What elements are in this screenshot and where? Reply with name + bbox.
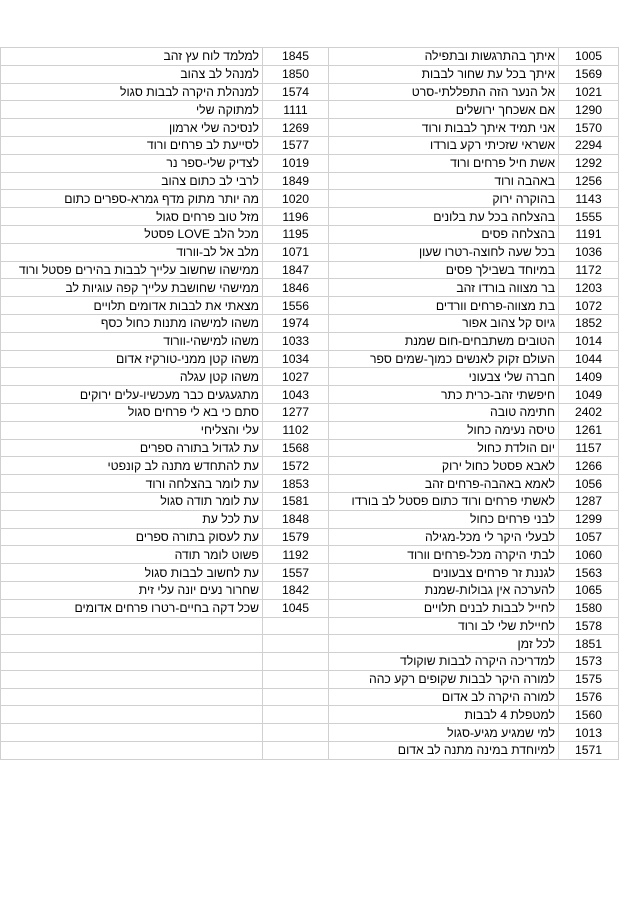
cell-name-right[interactable]: למורה היקר לבבות שקופים רקע כהה [329,670,559,688]
table-row [1,48,619,66]
table-row [1,368,619,386]
cell-name-right[interactable]: לחיילת שלי לב ורוד [329,617,559,635]
cell-code-right[interactable]: 1576 [559,688,619,706]
cell-name-right[interactable]: אשת חיל פרחים ורוד [329,154,559,172]
cell-code-left[interactable]: 1020 [263,190,329,208]
cell-code-left[interactable]: 1111 [263,101,329,119]
table-row [1,599,619,617]
cell-name-right[interactable]: למטפלת 4 לבבות [329,706,559,724]
cell-name-right[interactable]: למדריכה היקרה לבבות שוקולד [329,653,559,671]
cell-code-right[interactable]: 1143 [559,190,619,208]
table-row [1,670,619,688]
cell-name-left[interactable] [1,617,263,635]
cell-code-right[interactable]: 1203 [559,279,619,297]
cell-code-left[interactable]: 1849 [263,172,329,190]
table-row [1,617,619,635]
table-row [1,65,619,83]
table-row [1,332,619,350]
cell-code-right[interactable]: 1852 [559,314,619,332]
cell-code-left[interactable]: 1847 [263,261,329,279]
cell-name-left[interactable]: מצאתי את לבבות אדומים תלויים [1,297,263,315]
cell-name-left[interactable]: לנסיכה שלי ארמון [1,119,263,137]
cell-code-left[interactable] [263,742,329,760]
table-row [1,136,619,154]
cell-code-left[interactable]: 1579 [263,528,329,546]
cell-name-right[interactable]: לבתי היקרה מכל-פרחים וורוד [329,546,559,564]
cell-name-left[interactable] [1,706,263,724]
table-row [1,457,619,475]
cell-name-right[interactable]: בר מצווה בורדו זהב [329,279,559,297]
cell-name-left[interactable]: עת לגדול בתורה ספרים [1,439,263,457]
cell-name-right[interactable]: יום הולדת כחול [329,439,559,457]
cell-code-right[interactable]: 1299 [559,510,619,528]
table-row [1,724,619,742]
cell-name-left[interactable] [1,724,263,742]
cell-name-right[interactable]: גיוס קל צהוב אפור [329,314,559,332]
cell-code-right[interactable]: 1575 [559,670,619,688]
cell-code-left[interactable]: 1846 [263,279,329,297]
table-row [1,635,619,653]
cell-code-left[interactable]: 1027 [263,368,329,386]
cell-name-left[interactable]: מתגעגעים כבר מעכשיו-עלים ירוקים [1,386,263,404]
cell-name-right[interactable]: למיוחדת במינה מתנה לב אדום [329,742,559,760]
cell-code-left[interactable]: 1557 [263,564,329,582]
table-row [1,546,619,564]
cell-name-left[interactable]: משהו קטן עגלה [1,368,263,386]
cell-code-right[interactable]: 1571 [559,742,619,760]
cell-code-right[interactable]: 1157 [559,439,619,457]
cell-name-left[interactable]: למנהלת היקרה לבבות סגול [1,83,263,101]
table-row [1,688,619,706]
cell-code-right[interactable]: 1560 [559,706,619,724]
cell-name-right[interactable]: לבני פרחים כחול [329,510,559,528]
cell-code-right[interactable]: 1563 [559,564,619,582]
cell-code-left[interactable]: 1071 [263,243,329,261]
table-row [1,439,619,457]
cell-code-right[interactable]: 1287 [559,492,619,510]
cell-name-right[interactable]: למי שמגיע מגיע-סגול [329,724,559,742]
cell-code-right[interactable]: 1261 [559,421,619,439]
table-row [1,297,619,315]
cell-code-left[interactable]: 1102 [263,421,329,439]
cell-code-left[interactable]: 1574 [263,83,329,101]
cell-name-right[interactable]: איתך בהתרגשות ובתפילה [329,48,559,66]
cell-code-left[interactable]: 1842 [263,581,329,599]
cell-name-right[interactable]: אל הנער הזה התפללתי-סרט [329,83,559,101]
cell-name-right[interactable]: חיפשתי זהב-כרית כתר [329,386,559,404]
cell-name-left[interactable] [1,653,263,671]
table-row [1,742,619,760]
cell-code-left[interactable]: 1974 [263,314,329,332]
cell-code-right[interactable]: 1049 [559,386,619,404]
table-row [1,154,619,172]
cell-code-right[interactable]: 1021 [559,83,619,101]
table-row [1,581,619,599]
table-row [1,350,619,368]
cell-name-right[interactable]: אם אשכחך ירושלים [329,101,559,119]
cell-code-left[interactable] [263,688,329,706]
cell-code-left[interactable]: 1195 [263,225,329,243]
table-row [1,279,619,297]
cell-name-right[interactable]: בהצלחה בכל עת בלונים [329,208,559,226]
cell-name-right[interactable]: לחייל לבבות לבנים תלויים [329,599,559,617]
cell-code-right[interactable]: 1013 [559,724,619,742]
cell-name-right[interactable]: לבעלי היקר לי מכל-מגילה [329,528,559,546]
cell-code-right[interactable]: 1851 [559,635,619,653]
cell-code-right[interactable]: 1569 [559,65,619,83]
cell-name-left[interactable]: למתוקה שלי [1,101,263,119]
cell-name-left[interactable]: מזל טוב פרחים סגול [1,208,263,226]
cell-code-right[interactable]: 1580 [559,599,619,617]
cell-code-left[interactable]: 1556 [263,297,329,315]
cell-name-right[interactable]: בהוקרה ירוק [329,190,559,208]
product-table [0,47,619,760]
cell-name-left[interactable]: משהו למישהי-וורוד [1,332,263,350]
cell-code-right[interactable]: 2402 [559,403,619,421]
cell-name-left[interactable] [1,742,263,760]
cell-name-left[interactable]: משהו קטן ממני-טורקיז אדום [1,350,263,368]
cell-code-left[interactable]: 1019 [263,154,329,172]
table-row [1,421,619,439]
cell-code-left[interactable]: 1850 [263,65,329,83]
cell-code-left[interactable]: 1269 [263,119,329,137]
cell-name-left[interactable] [1,670,263,688]
cell-code-left[interactable]: 1196 [263,208,329,226]
cell-name-right[interactable]: אני תמיד איתך לבבות ורוד [329,119,559,137]
cell-name-left[interactable]: עת לעסוק בתורה ספרים [1,528,263,546]
cell-code-right[interactable]: 1172 [559,261,619,279]
cell-code-left[interactable] [263,724,329,742]
cell-name-right[interactable]: אשראי שזכיתי רקע בורדו [329,136,559,154]
cell-code-left[interactable]: 1192 [263,546,329,564]
cell-name-left[interactable]: מכל הלב LOVE פסטל [1,225,263,243]
cell-code-right[interactable]: 1555 [559,208,619,226]
table-row [1,225,619,243]
cell-name-left[interactable]: שחרור נעים יונה עלי זית [1,581,263,599]
cell-name-left[interactable]: עת לומר תודה סגול [1,492,263,510]
cell-name-left[interactable]: עת לכל עת [1,510,263,528]
cell-code-right[interactable]: 2294 [559,136,619,154]
cell-code-right[interactable]: 1578 [559,617,619,635]
table-row [1,403,619,421]
table-row [1,243,619,261]
cell-name-right[interactable]: איתך בכל עת שחור לבבות [329,65,559,83]
table-row [1,706,619,724]
table-row [1,564,619,582]
table-row [1,261,619,279]
cell-code-right[interactable]: 1266 [559,457,619,475]
cell-name-right[interactable]: לאמא באהבה-פרחים זהב [329,475,559,493]
cell-name-right[interactable]: לאבא פסטל כחול ירוק [329,457,559,475]
cell-code-right[interactable]: 1573 [559,653,619,671]
cell-name-right[interactable]: במיוחד בשבילך פסים [329,261,559,279]
cell-name-left[interactable]: למלמד לוח עץ זהב [1,48,263,66]
cell-code-left[interactable]: 1045 [263,599,329,617]
cell-code-right[interactable]: 1005 [559,48,619,66]
table-row [1,172,619,190]
cell-code-left[interactable] [263,635,329,653]
cell-code-left[interactable]: 1581 [263,492,329,510]
cell-code-right[interactable]: 1056 [559,475,619,493]
table-row [1,101,619,119]
cell-code-right[interactable]: 1065 [559,581,619,599]
table-row [1,119,619,137]
spreadsheet [0,47,620,760]
cell-name-right[interactable]: הטובים משתבחים-חום שמנת [329,332,559,350]
cell-code-left[interactable]: 1845 [263,48,329,66]
cell-name-right[interactable]: חתימה טובה [329,403,559,421]
table-row [1,208,619,226]
cell-name-left[interactable]: למנהל לב צהוב [1,65,263,83]
cell-code-right[interactable]: 1072 [559,297,619,315]
cell-name-left[interactable]: פשוט לומר תודה [1,546,263,564]
cell-code-left[interactable] [263,617,329,635]
cell-name-left[interactable]: עת לחשוב לבבות סגול [1,564,263,582]
table-row [1,528,619,546]
cell-name-right[interactable]: בכל שעה לחוצה-רטרו שעון [329,243,559,261]
cell-code-left[interactable]: 1033 [263,332,329,350]
cell-name-right[interactable]: בהצלחה פסים [329,225,559,243]
cell-code-right[interactable]: 1256 [559,172,619,190]
cell-code-right[interactable]: 1057 [559,528,619,546]
cell-code-left[interactable]: 1853 [263,475,329,493]
cell-name-left[interactable] [1,635,263,653]
cell-name-left[interactable]: עלי והצליחי [1,421,263,439]
cell-name-right[interactable]: לאשתי פרחים ורוד כתום פסטל לב בורדו [329,492,559,510]
cell-name-right[interactable]: טיסה נעימה כחול [329,421,559,439]
cell-name-left[interactable]: מה יותר מתוק מדף גמרא-ספרים כתום [1,190,263,208]
cell-code-right[interactable]: 1014 [559,332,619,350]
cell-name-right[interactable]: העולם זקוק לאנשים כמוך-שמים ספר [329,350,559,368]
cell-name-left[interactable]: ממישהו שחשוב עלייך לבבות בהירים פסטל ורוד [1,261,263,279]
cell-name-right[interactable]: בת מצווה-פרחים וורדים [329,297,559,315]
cell-code-left[interactable]: 1043 [263,386,329,404]
cell-name-left[interactable]: לרבי לב כתום צהוב [1,172,263,190]
cell-name-left[interactable]: לצדיק שלי-ספר נר [1,154,263,172]
table-row [1,83,619,101]
cell-name-right[interactable]: לכל זמן [329,635,559,653]
cell-code-right[interactable]: 1570 [559,119,619,137]
table-row [1,386,619,404]
cell-code-left[interactable]: 1848 [263,510,329,528]
table-row [1,314,619,332]
table-body [1,48,619,760]
cell-code-left[interactable] [263,706,329,724]
cell-code-right[interactable]: 1292 [559,154,619,172]
cell-code-left[interactable]: 1568 [263,439,329,457]
cell-name-right[interactable]: חברה שלי צבעוני [329,368,559,386]
cell-code-right[interactable]: 1060 [559,546,619,564]
cell-name-right[interactable]: למורה היקרה לב אדום [329,688,559,706]
cell-name-left[interactable]: סתם כי בא לי פרחים סגול [1,403,263,421]
cell-name-left[interactable]: לסייעת לב פרחים ורוד [1,136,263,154]
cell-name-right[interactable]: באהבה ורוד [329,172,559,190]
table-row [1,492,619,510]
table-row [1,475,619,493]
cell-code-right[interactable]: 1290 [559,101,619,119]
cell-name-left[interactable]: משהו למישהו מתנות כחול כסף [1,314,263,332]
cell-code-left[interactable]: 1034 [263,350,329,368]
cell-code-left[interactable]: 1577 [263,136,329,154]
cell-code-left[interactable]: 1277 [263,403,329,421]
cell-code-left[interactable] [263,670,329,688]
cell-code-right[interactable]: 1409 [559,368,619,386]
table-row [1,510,619,528]
cell-code-left[interactable] [263,653,329,671]
cell-name-left[interactable]: עת לומר בהצלחה ורוד [1,475,263,493]
cell-code-right[interactable]: 1191 [559,225,619,243]
cell-code-left[interactable]: 1572 [263,457,329,475]
cell-name-left[interactable]: עת להתחדש מתנה לב קונפטי [1,457,263,475]
table-row [1,653,619,671]
table-row [1,190,619,208]
cell-name-left[interactable]: ממישהי שחושבת עלייך קפה עוגיות לב [1,279,263,297]
cell-code-right[interactable]: 1044 [559,350,619,368]
cell-name-right[interactable]: לגננת זר פרחים צבעונים [329,564,559,582]
cell-name-left[interactable]: מלב אל לב-וורוד [1,243,263,261]
cell-name-left[interactable]: שכל דקה בחיים-רטרו פרחים אדומים [1,599,263,617]
cell-code-right[interactable]: 1036 [559,243,619,261]
cell-name-left[interactable] [1,688,263,706]
cell-name-right[interactable]: להערכה אין גבולות-שמנת [329,581,559,599]
